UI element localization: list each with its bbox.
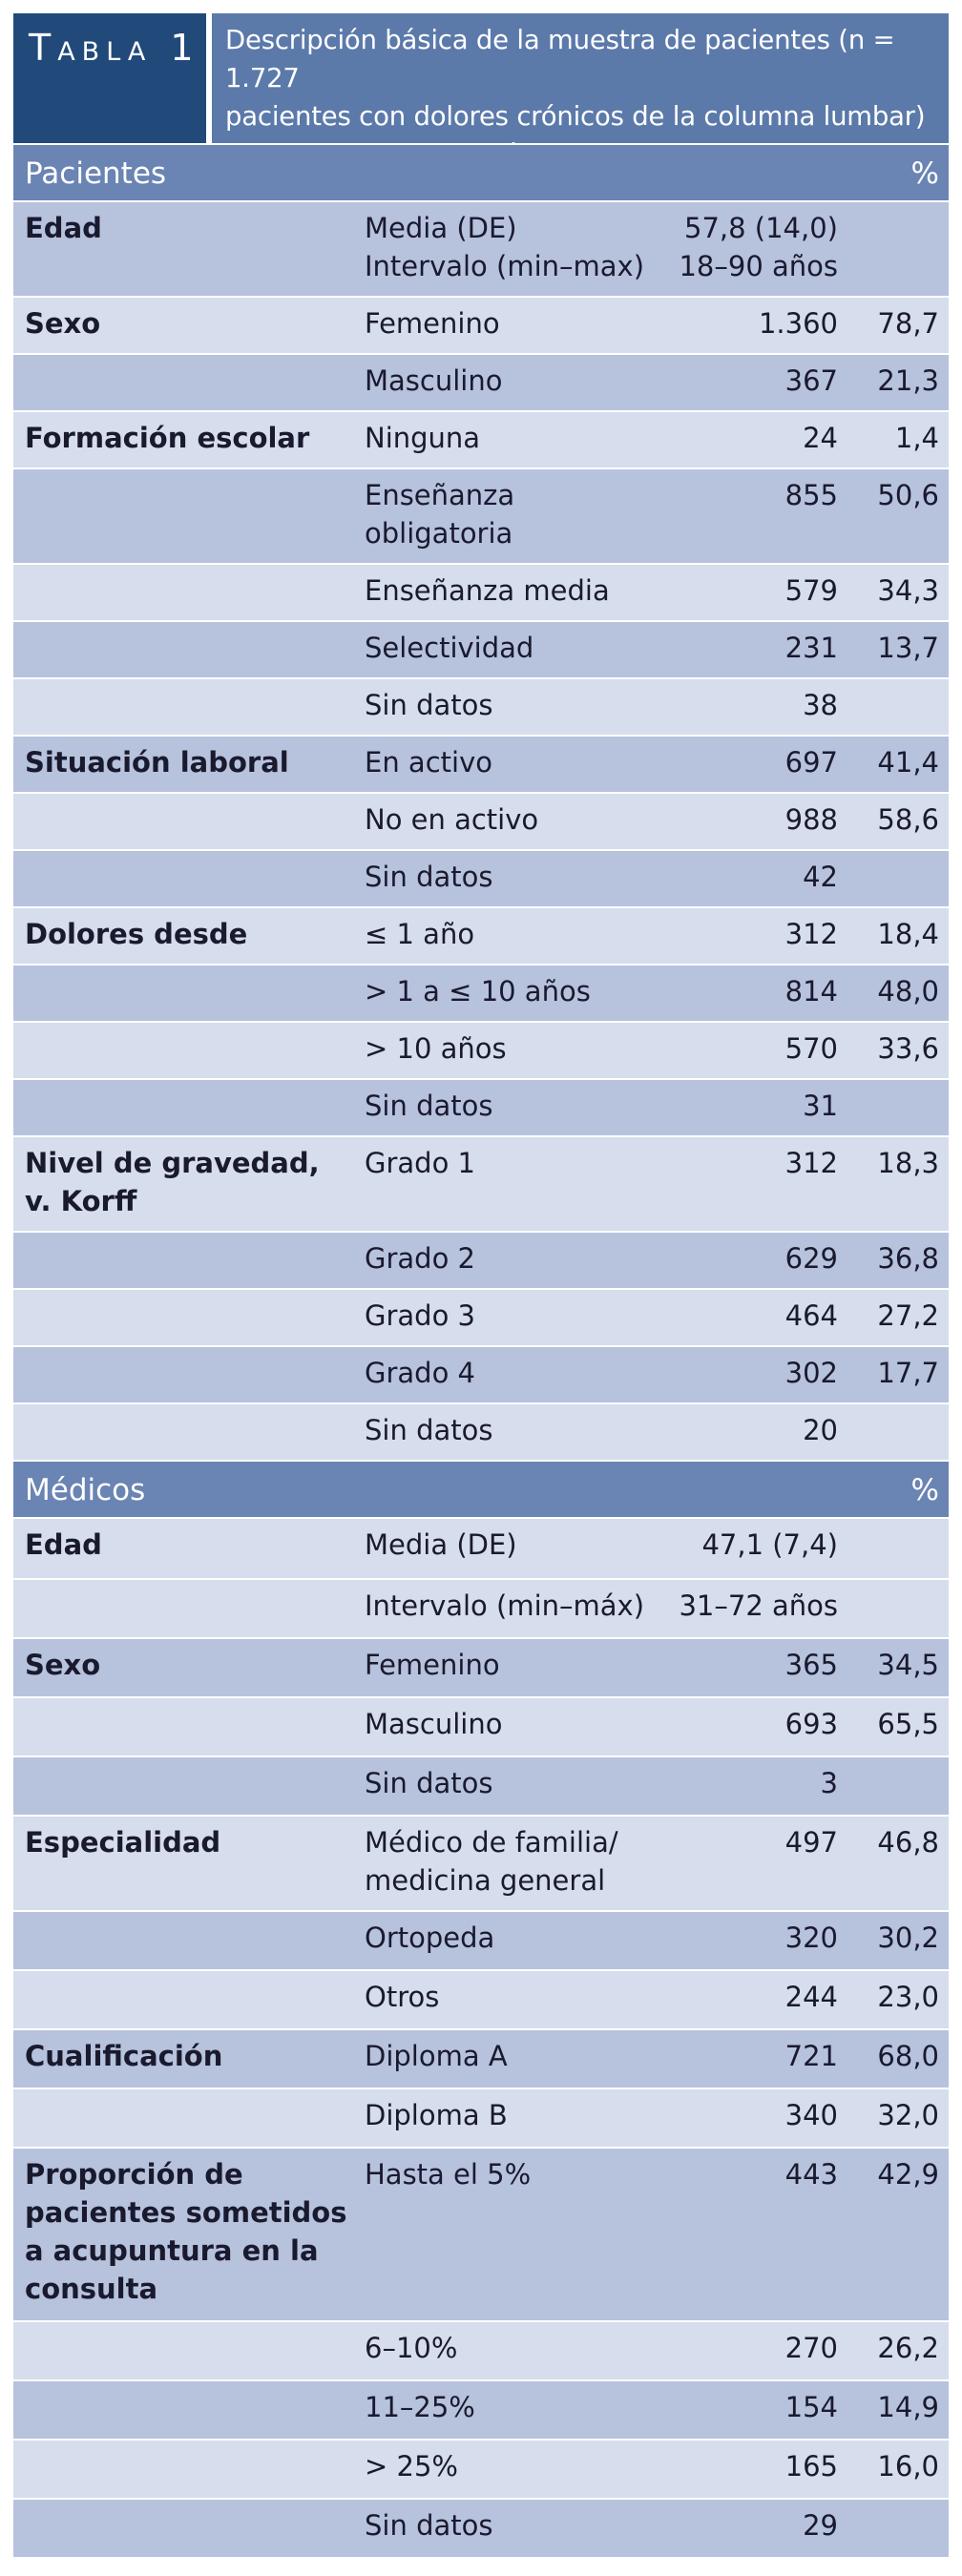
table-row (13, 737, 949, 794)
table-row (13, 1404, 949, 1462)
row-category-label (353, 1519, 668, 1578)
table-row (13, 2441, 949, 2500)
row-percent-value (847, 2500, 949, 2557)
row-group-label (13, 2030, 353, 2088)
category-label-line: Médico de familia/ (365, 1826, 618, 1859)
count-value-line: 1.360 (758, 307, 838, 340)
count-value-line: 570 (784, 1032, 838, 1065)
row-percent-value (847, 1519, 949, 1578)
row-percent-value: 34,3 (877, 574, 939, 607)
section-title: Médicos (25, 1473, 146, 1507)
section-title: Pacientes (25, 156, 167, 191)
category-label-line: No en activo (365, 803, 539, 836)
category-label-line: Grado 2 (365, 1242, 475, 1275)
row-count-value (668, 1757, 847, 1815)
category-label-line: Hasta el 5% (365, 2158, 532, 2191)
row-group-label (13, 2322, 353, 2379)
row-group-label (13, 2149, 353, 2320)
row-group-label (13, 1290, 353, 1345)
row-percent-value (847, 1404, 949, 1460)
row-count-value (668, 2089, 847, 2147)
row-category-label (353, 1347, 668, 1402)
category-label-line: Femenino (365, 1649, 500, 1681)
group-label-line: Edad (25, 1528, 102, 1561)
count-value-line: 629 (784, 1242, 838, 1275)
row-count-value (668, 1912, 847, 1969)
row-group-label (13, 2441, 353, 2498)
caption-line: pacientes con dolores crónicos de la columna lumbar) (225, 101, 926, 132)
row-group-label (13, 737, 353, 792)
count-value-line: 697 (784, 746, 838, 779)
category-label-line: Otros (365, 1981, 440, 2013)
row-count-value (668, 2381, 847, 2439)
category-label-line: Femenino (365, 307, 500, 340)
row-percent-value: 27,2 (877, 1299, 939, 1332)
row-count-value (668, 1639, 847, 1696)
row-group-label (13, 1580, 353, 1637)
category-label-line: Masculino (365, 364, 503, 397)
category-label-line: obligatoria (365, 517, 513, 550)
row-group-label (13, 851, 353, 906)
row-category-label (353, 2381, 668, 2439)
row-count-value (668, 565, 847, 620)
table-row (13, 1971, 949, 2030)
count-value-line: 38 (803, 689, 838, 721)
group-label-line: Edad (25, 212, 102, 244)
table-row (13, 2030, 949, 2089)
row-group-label (13, 679, 353, 735)
row-count-value (668, 1519, 847, 1578)
group-label-line: consulta (25, 2273, 158, 2305)
row-count-value (668, 469, 847, 563)
group-label-line: Dolores desde (25, 918, 248, 950)
table-caption (212, 13, 949, 143)
row-category-label (353, 737, 668, 792)
table-row (13, 1698, 949, 1757)
row-count-value (668, 412, 847, 467)
row-category-label (353, 1137, 668, 1231)
row-category-label (353, 1757, 668, 1815)
count-value-line: 365 (784, 1649, 838, 1681)
row-category-label (353, 1912, 668, 1969)
row-group-label (13, 1757, 353, 1815)
row-group-label (13, 298, 353, 353)
row-category-label (353, 2089, 668, 2147)
row-group-label (13, 1233, 353, 1288)
table-row (13, 1080, 949, 1137)
row-category-label (353, 1698, 668, 1755)
row-group-label (13, 1519, 353, 1578)
row-percent-value: 1,4 (894, 422, 939, 454)
count-value-line: 320 (784, 1922, 838, 1954)
row-category-label (353, 355, 668, 410)
group-label-line: pacientes sometidos (25, 2196, 347, 2229)
category-label-line: Diploma B (365, 2099, 508, 2131)
count-value-line: 31–72 años (679, 1589, 838, 1622)
table-row (13, 622, 949, 679)
table-row (13, 2089, 949, 2149)
row-count-value (668, 622, 847, 677)
category-label-line: Intervalo (min–max) (365, 250, 645, 282)
row-count-value (668, 1233, 847, 1288)
row-group-label (13, 1080, 353, 1135)
row-percent-value: 26,2 (877, 2332, 939, 2364)
row-percent-value (847, 1580, 949, 1637)
row-percent-value: 23,0 (877, 1981, 939, 2013)
count-value-line: 855 (784, 479, 838, 511)
row-group-label (13, 1698, 353, 1755)
row-category-label (353, 469, 668, 563)
category-label-line: Sin datos (365, 1090, 493, 1122)
count-value-line: 3 (820, 1767, 838, 1799)
category-label-line: Intervalo (min–máx) (365, 1589, 645, 1622)
table-row (13, 851, 949, 908)
row-group-label (13, 1912, 353, 1969)
row-percent-value: 34,5 (877, 1649, 939, 1681)
row-count-value (668, 355, 847, 410)
count-value-line: 312 (784, 1147, 838, 1179)
row-count-value (668, 2441, 847, 2498)
row-percent-value: 18,3 (877, 1147, 939, 1179)
count-value-line: 302 (784, 1357, 838, 1389)
row-category-label (353, 1404, 668, 1460)
row-count-value (668, 1347, 847, 1402)
category-label-line: Diploma A (365, 2040, 508, 2072)
row-count-value (668, 1080, 847, 1135)
category-label-line: Grado 4 (365, 1357, 475, 1389)
row-count-value (668, 1817, 847, 1910)
category-label-line: Grado 3 (365, 1299, 475, 1332)
count-value-line: 24 (803, 422, 838, 454)
row-group-label (13, 622, 353, 677)
table-row (13, 412, 949, 469)
table-row (13, 1757, 949, 1817)
count-value-line: 47,1 (7,4) (701, 1528, 838, 1561)
row-count-value (668, 202, 847, 296)
row-count-value (668, 1580, 847, 1637)
row-percent-value: 16,0 (877, 2450, 939, 2483)
row-percent-value (847, 1757, 949, 1815)
row-percent-value: 36,8 (877, 1242, 939, 1275)
row-percent-value: 13,7 (877, 632, 939, 664)
row-percent-value: 32,0 (877, 2099, 939, 2131)
row-category-label (353, 2441, 668, 2498)
table-row (13, 679, 949, 737)
count-value-line: 367 (784, 364, 838, 397)
count-value-line: 579 (784, 574, 838, 607)
table-row (13, 1912, 949, 1971)
row-category-label (353, 1817, 668, 1910)
count-value-line: 231 (784, 632, 838, 664)
category-label-line: > 10 años (365, 1032, 507, 1065)
table-row (13, 565, 949, 622)
count-value-line: 165 (784, 2450, 838, 2483)
row-category-label (353, 908, 668, 964)
count-value-line: 29 (803, 2509, 838, 2542)
count-value-line: 31 (803, 1090, 838, 1122)
row-count-value (668, 1137, 847, 1231)
row-group-label (13, 1404, 353, 1460)
row-count-value (668, 1971, 847, 2028)
category-label-line: > 1 a ≤ 10 años (365, 975, 591, 1008)
row-percent-value: 68,0 (877, 2040, 939, 2072)
row-percent-value (847, 851, 949, 906)
category-label-line: Sin datos (365, 1414, 493, 1446)
row-category-label (353, 202, 668, 296)
group-label-line: Especialidad (25, 1826, 221, 1859)
category-label-line: Enseñanza (365, 479, 515, 511)
category-label-line: Grado 1 (365, 1147, 475, 1179)
table-row (13, 908, 949, 966)
row-percent-value (847, 1080, 949, 1135)
row-percent-value: 21,3 (877, 364, 939, 397)
category-label-line: medicina general (365, 1864, 606, 1897)
group-label-line: Cualificación (25, 2040, 223, 2072)
table-row (13, 1639, 949, 1698)
row-category-label (353, 1233, 668, 1288)
row-group-label (13, 355, 353, 410)
row-percent-value: 48,0 (877, 975, 939, 1008)
row-category-label (353, 2322, 668, 2379)
group-label-line: Proporción de (25, 2158, 243, 2191)
row-percent-value: 58,6 (877, 803, 939, 836)
row-category-label (353, 1580, 668, 1637)
table-row (13, 2322, 949, 2381)
row-count-value (668, 1404, 847, 1460)
row-percent-value: 17,7 (877, 1357, 939, 1389)
table-row (13, 794, 949, 851)
category-label-line: Masculino (365, 1708, 503, 1740)
count-value-line: 18–90 años (679, 250, 838, 282)
row-category-label (353, 1080, 668, 1135)
group-label-line: Sexo (25, 1649, 101, 1681)
count-value-line: 721 (784, 2040, 838, 2072)
table-row (13, 1580, 949, 1639)
count-value-line: 497 (784, 1826, 838, 1859)
table-row (13, 1137, 949, 1233)
row-group-label (13, 2500, 353, 2557)
row-group-label (13, 1137, 353, 1231)
category-label-line: Ninguna (365, 422, 481, 454)
table-row (13, 2381, 949, 2441)
row-group-label (13, 2089, 353, 2147)
table-row (13, 2500, 949, 2559)
table-row (13, 1817, 949, 1912)
count-value-line: 988 (784, 803, 838, 836)
count-value-line: 57,8 (14,0) (684, 212, 838, 244)
row-count-value (668, 966, 847, 1021)
category-label-line: En activo (365, 746, 492, 779)
row-count-value (668, 2030, 847, 2088)
table-row (13, 355, 949, 412)
row-percent-value: 50,6 (877, 479, 939, 511)
row-count-value (668, 1290, 847, 1345)
category-label-line: Enseñanza media (365, 574, 610, 607)
row-percent-value: 65,5 (877, 1708, 939, 1740)
row-group-label (13, 1023, 353, 1078)
row-category-label (353, 412, 668, 467)
table-number-tag: Tabla 1 (13, 13, 206, 143)
row-category-label (353, 1290, 668, 1345)
row-category-label (353, 794, 668, 849)
count-value-line: 244 (784, 1981, 838, 2013)
group-label-line: Situación laboral (25, 746, 289, 779)
count-value-line: 693 (784, 1708, 838, 1740)
category-label-line: Sin datos (365, 2509, 493, 2542)
row-category-label (353, 2030, 668, 2088)
group-label-line: v. Korff (25, 1185, 137, 1217)
row-group-label (13, 1817, 353, 1910)
row-group-label (13, 966, 353, 1021)
row-count-value (668, 908, 847, 964)
count-value-line: 42 (803, 861, 838, 893)
table-row (13, 1347, 949, 1404)
row-group-label (13, 469, 353, 563)
row-category-label (353, 2149, 668, 2320)
percent-column-header: % (910, 156, 939, 191)
category-label-line: > 25% (365, 2450, 458, 2483)
row-percent-value: 42,9 (877, 2158, 939, 2191)
category-label-line: Selectividad (365, 632, 534, 664)
table-row (13, 1023, 949, 1080)
row-percent-value (847, 202, 949, 296)
category-label-line: Media (DE) (365, 212, 517, 244)
table-row (13, 202, 949, 298)
row-category-label (353, 1971, 668, 2028)
table-row (13, 2149, 949, 2322)
row-group-label (13, 202, 353, 296)
row-category-label (353, 851, 668, 906)
row-category-label (353, 1023, 668, 1078)
row-group-label (13, 2381, 353, 2439)
category-label-line: Sin datos (365, 689, 493, 721)
category-label-line: Media (DE) (365, 1528, 517, 1561)
row-category-label (353, 966, 668, 1021)
table-row (13, 1233, 949, 1290)
category-label-line: 11–25% (365, 2391, 475, 2423)
row-group-label (13, 412, 353, 467)
row-count-value (668, 851, 847, 906)
row-group-label (13, 565, 353, 620)
group-label-line: Nivel de gravedad, (25, 1147, 320, 1179)
count-value-line: 814 (784, 975, 838, 1008)
row-group-label (13, 1347, 353, 1402)
row-count-value (668, 2322, 847, 2379)
table-header (13, 13, 949, 143)
row-count-value (668, 1698, 847, 1755)
data-table (13, 145, 949, 2559)
row-percent-value: 78,7 (877, 307, 939, 340)
row-percent-value: 14,9 (877, 2391, 939, 2423)
percent-column-header: % (910, 1473, 939, 1507)
count-value-line: 312 (784, 918, 838, 950)
table-row (13, 298, 949, 355)
table-row (13, 1290, 949, 1347)
count-value-line: 443 (784, 2158, 838, 2191)
section-header-row (13, 1462, 949, 1519)
row-category-label (353, 298, 668, 353)
caption-line: Descripción básica de la muestra de pacientes (n = 1.727 (225, 25, 895, 93)
category-label-line: Ortopeda (365, 1922, 495, 1954)
row-count-value (668, 737, 847, 792)
row-count-value (668, 2149, 847, 2320)
section-header-row (13, 145, 949, 202)
row-percent-value: 30,2 (877, 1922, 939, 1954)
row-count-value (668, 679, 847, 735)
row-category-label (353, 565, 668, 620)
category-label-line: ≤ 1 año (365, 918, 475, 950)
table-row (13, 469, 949, 565)
group-label-line: a acupuntura en la (25, 2234, 319, 2267)
row-count-value (668, 794, 847, 849)
group-label-line: Sexo (25, 307, 101, 340)
count-value-line: 270 (784, 2332, 838, 2364)
row-category-label (353, 1639, 668, 1696)
row-category-label (353, 622, 668, 677)
row-percent-value: 46,8 (877, 1826, 939, 1859)
row-percent-value (847, 679, 949, 735)
table-row (13, 1519, 949, 1580)
table-row (13, 966, 949, 1023)
row-group-label (13, 794, 353, 849)
row-category-label (353, 679, 668, 735)
row-group-label (13, 1639, 353, 1696)
row-percent-value: 33,6 (877, 1032, 939, 1065)
row-percent-value: 41,4 (877, 746, 939, 779)
count-value-line: 20 (803, 1414, 838, 1446)
row-category-label (353, 2500, 668, 2557)
row-percent-value: 18,4 (877, 918, 939, 950)
category-label-line: 6–10% (365, 2332, 458, 2364)
row-group-label (13, 908, 353, 964)
category-label-line: Sin datos (365, 861, 493, 893)
row-count-value (668, 1023, 847, 1078)
group-label-line: Formación escolar (25, 422, 310, 454)
row-count-value (668, 298, 847, 353)
row-count-value (668, 2500, 847, 2557)
count-value-line: 154 (784, 2391, 838, 2423)
category-label-line: Sin datos (365, 1767, 493, 1799)
count-value-line: 340 (784, 2099, 838, 2131)
count-value-line: 464 (784, 1299, 838, 1332)
row-group-label (13, 1971, 353, 2028)
